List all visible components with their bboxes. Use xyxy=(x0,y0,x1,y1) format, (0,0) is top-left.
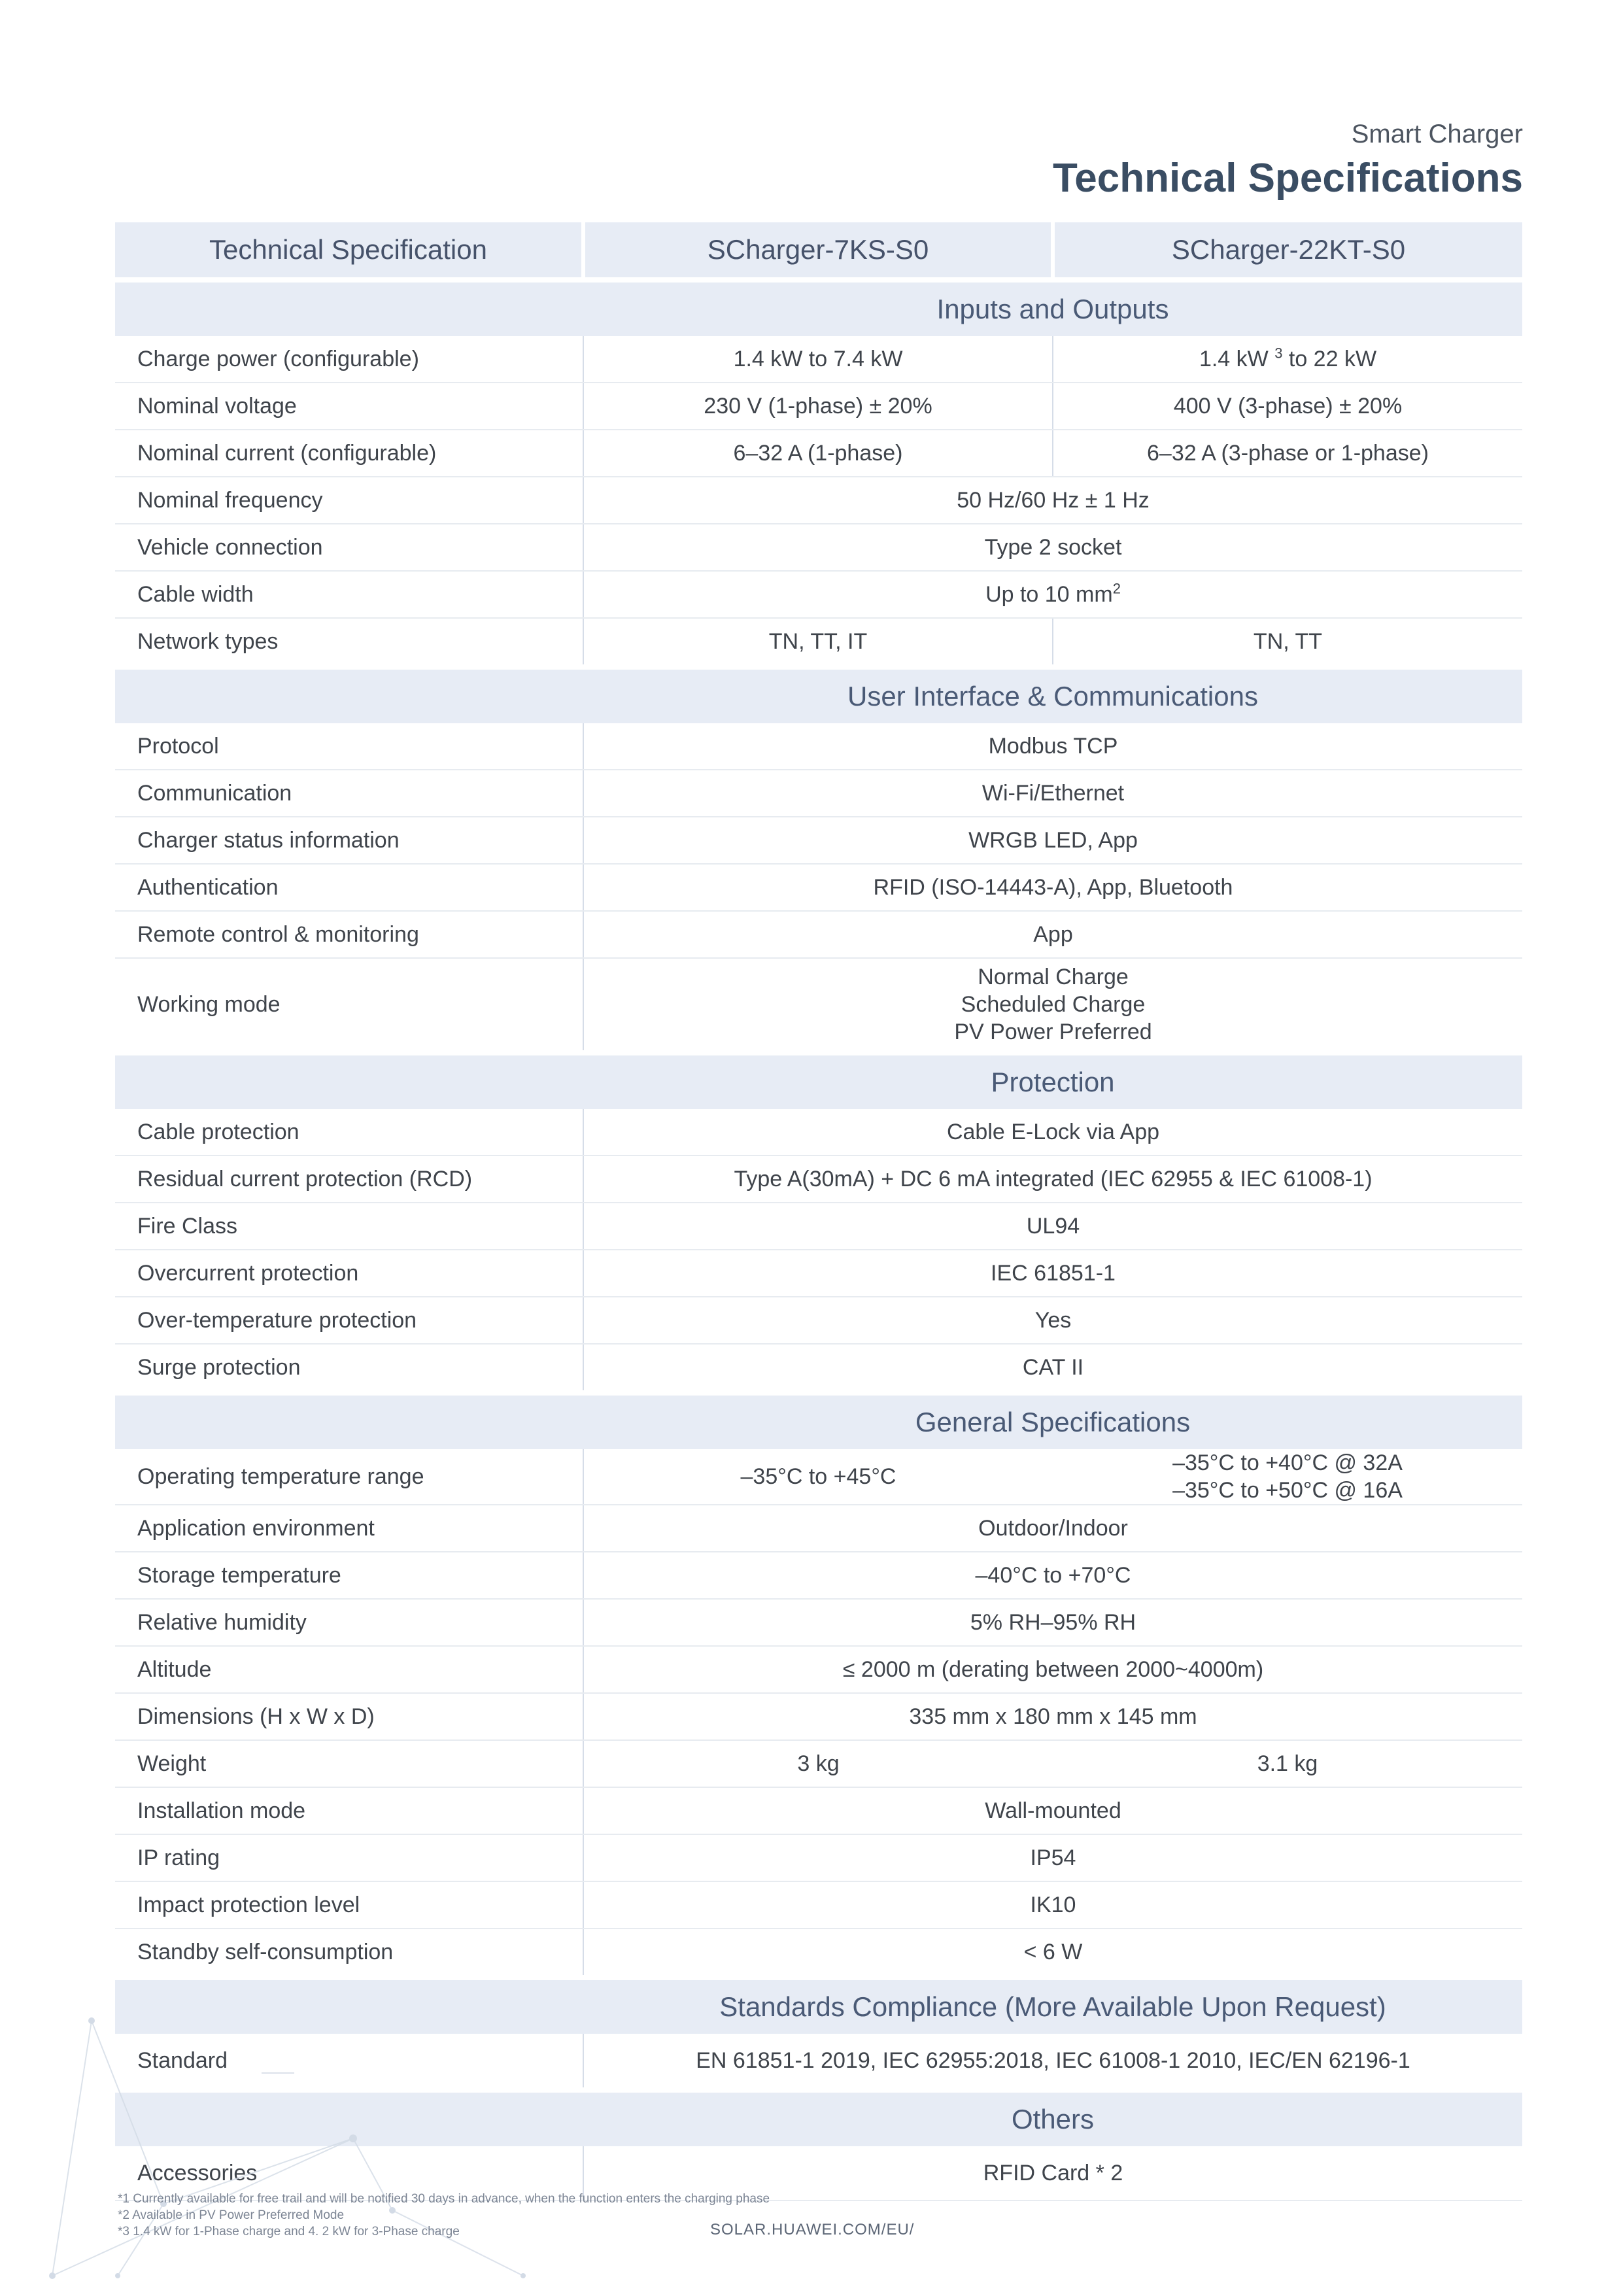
row-value: EN 61851-1 2019, IEC 62955:2018, IEC 61008-1 2010, IEC/EN 62196-1 xyxy=(583,2034,1522,2090)
working-mode-option: Scheduled Charge xyxy=(961,992,1146,1017)
row-value: TN, TT xyxy=(1053,618,1522,667)
row-label: Residual current protection (RCD) xyxy=(115,1156,583,1203)
spec-table xyxy=(115,222,1522,2201)
table-row xyxy=(115,1599,1522,1646)
row-label: Relative humidity xyxy=(115,1599,583,1646)
row-label: Remote control & monitoring xyxy=(115,911,583,958)
row-label: Accessories xyxy=(115,2146,583,2201)
table-row xyxy=(115,430,1522,477)
row-label: Overcurrent protection xyxy=(115,1250,583,1297)
row-value: 6–32 A (1-phase) xyxy=(583,430,1053,477)
row-value xyxy=(1053,1449,1522,1505)
row-label: Installation mode xyxy=(115,1787,583,1834)
row-label: Weight xyxy=(115,1740,583,1787)
table-row xyxy=(115,1297,1522,1344)
row-value: TN, TT, IT xyxy=(583,618,1053,667)
row-value: 6–32 A (3-phase or 1-phase) xyxy=(1053,430,1522,477)
row-value: 5% RH–95% RH xyxy=(583,1599,1522,1646)
row-value: Type A(30mA) + DC 6 mA integrated (IEC 62955 & IEC 61008-1) xyxy=(583,1156,1522,1203)
row-value: Cable E-Lock via App xyxy=(583,1109,1522,1156)
table-row xyxy=(115,817,1522,864)
row-value: WRGB LED, App xyxy=(583,817,1522,864)
row-value: RFID Card * 2 xyxy=(583,2146,1522,2201)
section-header xyxy=(115,280,1522,336)
row-value: RFID (ISO-14443-A), App, Bluetooth xyxy=(583,864,1522,911)
table-header-row xyxy=(115,222,1522,280)
row-value: 3.1 kg xyxy=(1053,1740,1522,1787)
row-value: < 6 W xyxy=(583,1928,1522,1978)
table-row xyxy=(115,1646,1522,1693)
row-label: Operating temperature range xyxy=(115,1449,583,1505)
row-label: Over-temperature protection xyxy=(115,1297,583,1344)
row-label: Surge protection xyxy=(115,1344,583,1393)
footnote: *2 Available in PV Power Preferred Mode xyxy=(118,2208,345,2222)
table-row xyxy=(115,571,1522,618)
op-temp-line: –35°C to +40°C @ 32A xyxy=(1172,1450,1403,1475)
row-value: 1.4 kW $^3$ to 22 kW xyxy=(1053,336,1522,383)
product-subtitle: Smart Charger xyxy=(1351,120,1523,148)
row-label: Nominal voltage xyxy=(115,383,583,430)
row-label: Charge power (configurable) xyxy=(115,336,583,383)
table-row xyxy=(115,1344,1522,1393)
row-value: Modbus TCP xyxy=(583,723,1522,770)
row-label: Standard xyxy=(115,2034,583,2090)
row-value: –40°C to +70°C xyxy=(583,1552,1522,1599)
row-value: Up to 10 $mm^2$ xyxy=(583,571,1522,618)
section-header xyxy=(115,1053,1522,1109)
table-row xyxy=(115,477,1522,524)
page-header xyxy=(1053,118,1523,201)
row-value: ≤ 2000 m (derating between 2000~4000m) xyxy=(583,1646,1522,1693)
row-value: Wall-mounted xyxy=(583,1787,1522,1834)
row-value: 230 V (1-phase) ± 20% xyxy=(583,383,1053,430)
row-value: 50 Hz/60 Hz ± 1 Hz xyxy=(583,477,1522,524)
row-value: 400 V (3-phase) ± 20% xyxy=(1053,383,1522,430)
table-row xyxy=(115,336,1522,383)
row-value: –35°C to +45°C xyxy=(583,1449,1053,1505)
table-row xyxy=(115,770,1522,817)
table-row xyxy=(115,1834,1522,1881)
row-value xyxy=(583,958,1522,1053)
row-label: Altitude xyxy=(115,1646,583,1693)
row-value: Yes xyxy=(583,1297,1522,1344)
section-title: Standards Compliance (More Available Upon Request) xyxy=(719,1991,1386,2022)
superscript: 2 xyxy=(1112,580,1121,597)
page-title: Technical Specifications xyxy=(1053,156,1523,201)
row-label: Cable width xyxy=(115,571,583,618)
row-label: Vehicle connection xyxy=(115,524,583,571)
row-value: 1.4 kW to 7.4 kW xyxy=(583,336,1053,383)
row-label: Fire Class xyxy=(115,1203,583,1250)
table-row xyxy=(115,618,1522,667)
table-row xyxy=(115,1109,1522,1156)
row-label: IP rating xyxy=(115,1834,583,1881)
row-label: Impact protection level xyxy=(115,1881,583,1928)
row-value: 335 mm x 180 mm x 145 mm xyxy=(583,1693,1522,1740)
table-row xyxy=(115,1881,1522,1928)
table-row xyxy=(115,1250,1522,1297)
table-row xyxy=(115,864,1522,911)
footnote: *3 1.4 kW for 1-Phase charge and 4. 2 kW for 3-Phase charge xyxy=(118,2225,460,2238)
section-title: User Interface & Communications xyxy=(847,681,1258,711)
column-header-7ks: SCharger-7KS-S0 xyxy=(583,222,1053,280)
row-value: IK10 xyxy=(583,1881,1522,1928)
row-label: Storage temperature xyxy=(115,1552,583,1599)
table-row xyxy=(115,1693,1522,1740)
footnotes xyxy=(118,2191,770,2240)
table-row xyxy=(115,1552,1522,1599)
column-header-22kt: SCharger-22KT-S0 xyxy=(1053,222,1522,280)
table-row xyxy=(115,911,1522,958)
row-label: Dimensions (H x W x D) xyxy=(115,1693,583,1740)
footnote: *1 Currently available for free trail and will be notified 30 days in advance, when the function enters the charging phase xyxy=(118,2192,770,2206)
table-row xyxy=(115,1787,1522,1834)
table-row xyxy=(115,1740,1522,1787)
row-label: Authentication xyxy=(115,864,583,911)
section-title: Inputs and Outputs xyxy=(936,294,1169,324)
table-row xyxy=(115,958,1522,1053)
row-value: UL94 xyxy=(583,1203,1522,1250)
row-label: Nominal current (configurable) xyxy=(115,430,583,477)
row-value: CAT II xyxy=(583,1344,1522,1393)
table-row xyxy=(115,1156,1522,1203)
working-mode-option: PV Power Preferred xyxy=(954,1019,1152,1044)
row-value: Wi-Fi/Ethernet xyxy=(583,770,1522,817)
row-label: Communication xyxy=(115,770,583,817)
row-value: App xyxy=(583,911,1522,958)
column-header-spec: Technical Specification xyxy=(115,222,583,280)
row-label: Network types xyxy=(115,618,583,667)
table-row xyxy=(115,1505,1522,1552)
row-label: Charger status information xyxy=(115,817,583,864)
section-title: General Specifications xyxy=(915,1407,1191,1437)
footnote-ref: 3 xyxy=(1274,345,1283,362)
row-label: Working mode xyxy=(115,958,583,1053)
decorative-network-graphic xyxy=(0,1988,589,2296)
table-row xyxy=(115,1203,1522,1250)
table-row xyxy=(115,723,1522,770)
row-label: Cable protection xyxy=(115,1109,583,1156)
working-mode-option: Normal Charge xyxy=(978,965,1129,989)
row-value: Type 2 socket xyxy=(583,524,1522,571)
table-row xyxy=(115,1928,1522,1978)
op-temp-line: –35°C to +50°C @ 16A xyxy=(1172,1478,1403,1503)
table-row xyxy=(115,383,1522,430)
row-label: Nominal frequency xyxy=(115,477,583,524)
row-value: IEC 61851-1 xyxy=(583,1250,1522,1297)
section-title: Protection xyxy=(991,1067,1115,1097)
table-row xyxy=(115,1449,1522,1505)
row-label: Standby self-consumption xyxy=(115,1928,583,1978)
row-value: IP54 xyxy=(583,1834,1522,1881)
table-row xyxy=(115,524,1522,571)
row-value: Outdoor/Indoor xyxy=(583,1505,1522,1552)
footer-url: SOLAR.HUAWEI.COM/EU/ xyxy=(710,2221,915,2238)
section-header xyxy=(115,667,1522,723)
row-label: Protocol xyxy=(115,723,583,770)
section-header xyxy=(115,1393,1522,1449)
row-label: Application environment xyxy=(115,1505,583,1552)
row-value: 3 kg xyxy=(583,1740,1053,1787)
section-title: Others xyxy=(1011,2104,1095,2134)
